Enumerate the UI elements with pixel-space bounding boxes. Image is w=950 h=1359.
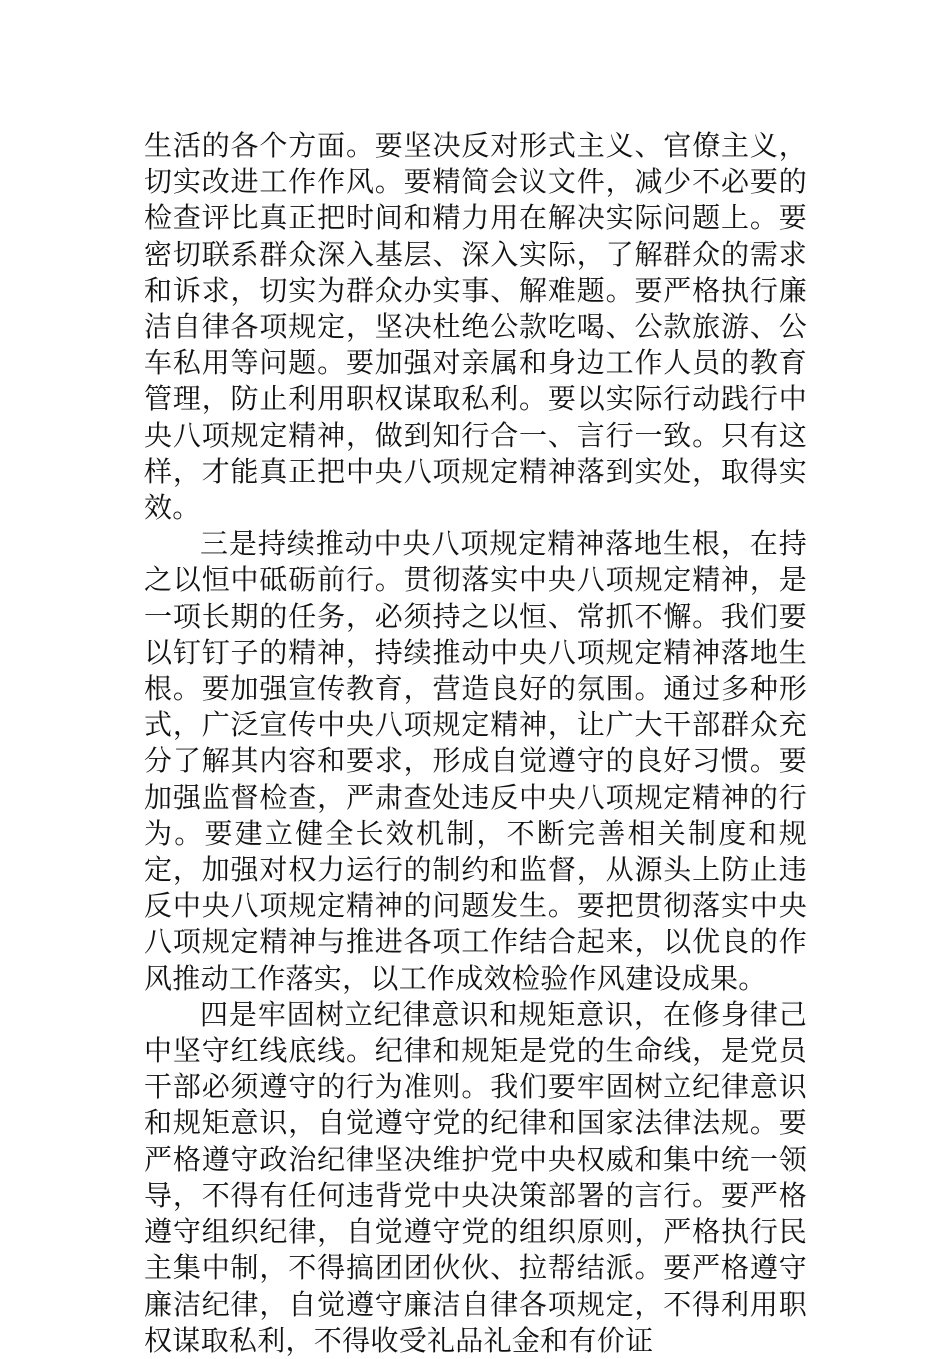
paragraph-point-three: 三是持续推动中央八项规定精神落地生根，在持之以恒中砥砺前行。贯彻落实中央八项规定精神，是一项长期的任务，必须持之以恒、常抓不懈。我们要以钉钉子的精神，持续推动中央八项规定精神落地生根。要加强宣传教育，营造良好的氛围。通过多种形式，广泛宣传中央八项规定精神，让广大干部群众充分了解其内容和要求，形成自觉遵守的良好习惯。要加强监督检查，严肃查处违反中央八项规定精神的行为。要建立健全长效机制，不断完善相关制度和规定，加强对权力运行的制约和监督，从源头上防止违反中央八项规定精神的问题发生。要把贯彻落实中央八项规定精神与推进各项工作结合起来，以优良的作风推动工作落实，以工作成效检验作风建设成果。 bbox=[144, 527, 807, 995]
paragraph-continuation: 生活的各个方面。要坚决反对形式主义、官僚主义，切实改进工作作风。要精简会议文件，减少不必要的检查评比真正把时间和精力用在解决实际问题上。要密切联系群众深入基层、深入实际，了解群众的需求和诉求，切实为群众办实事、解难题。要严格执行廉洁自律各项规定，坚决杜绝公款吃喝、公款旅游、公车私用等问题。要加强对亲属和身边工作人员的教育管理，防止利用职权谋取私利。要以实际行动践行中央八项规定精神，做到知行合一、言行一致。只有这样，才能真正把中央八项规定精神落到实处，取得实效。 bbox=[144, 129, 807, 525]
paragraph-point-four: 四是牢固树立纪律意识和规矩意识，在修身律己中坚守红线底线。纪律和规矩是党的生命线，是党员干部必须遵守的行为准则。我们要牢固树立纪律意识和规矩意识，自觉遵守党的纪律和国家法律法规。要严格遵守政治纪律坚决维护党中央权威和集中统一领导，不得有任何违背党中央决策部署的言行。要严格遵守组织纪律，自觉遵守党的组织原则，严格执行民主集中制，不得搞团团伙伙、拉帮结派。要严格遵守廉洁纪律，自觉遵守廉洁自律各项规定，不得利用职权谋取私利，不得收受礼品礼金和有价证 bbox=[144, 997, 807, 1357]
document-body bbox=[144, 128, 807, 1359]
